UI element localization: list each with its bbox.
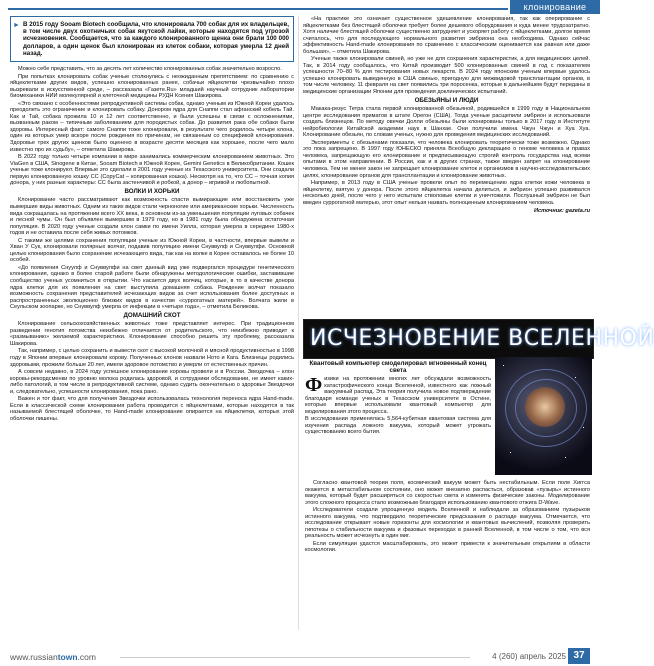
article-subtitle: Квантовый компьютер смоделировал мгновенный конец света: [309, 360, 487, 374]
paragraph: «До появления Снуулф и Снуввулфи на свет данный вид уже подвергался процедуре генетического клонирования, однако в более старой работе были обнаружены методологические ошибки, заставившие сообщество ученых усомниться в открытии. Что касается двух волчиц, которые, в то в качестве донора ядра клетки для их появления на свет выступила домашняя собака. Рождение волчат показало возможность сохранения представителей исчезающих видов за счет использования более доступных и распространенных эволюционно близких видов в качестве «суррогатных матерей». Волчата жили в Сеульском зоопарке, но Снуввулф умерла от инфекции в «четыре года», – отметила Беликова.: [10, 264, 294, 311]
lead-box: [10, 16, 294, 62]
paragraph: [305, 376, 491, 415]
source-credit: Источник: gazeta.ru: [533, 208, 590, 215]
top-header: [0, 0, 600, 14]
article-intro: [305, 360, 491, 478]
paragraph: При попытках клонировать собак ученые столкнулись с неожиданным препятствием: по сравнению с яйцеклетками других видов, успешно клонированных ранее, собачьи яйцеклетки чрезвычайно плохо вызревали в искусственной среде, – рассказала «Газете.Ru» младший научный сотрудник лаборатории биомеханики НИИ молекулярной и клеточной медицины РУДН Ксения Шакирова.: [10, 73, 294, 100]
page-number: 37: [568, 648, 590, 664]
paragraph: Исследователи создали упрощенную модель Вселенной и наблюдали за образованием пузырьков истинного вакуума, что подтвердило теоретические предсказания о распаде вакуума. Отмечается, что исследование открывает новые горизонты для космологии и квантовых вычислений, позволяя проверить гипотезы о стабильности вакуума и фазовых переходах в ранней Вселенной, в том числе о том, что вся реальность может исчезнуть в один миг.: [305, 507, 590, 540]
site-url: [10, 652, 96, 662]
paragraph: Важен и тот факт, что для получения Звездочки использовалась технология переноса ядра Hand-made. Если в классической схеме клонирования работа проводится с яйцеклетками, которые находятся в так называемой блестящей оболочке, то Hand-made клонирование опирается на яйцеклетки, которых этой оболочки лишены.: [10, 396, 294, 422]
star-shape: [583, 427, 584, 428]
article-banner: [303, 319, 654, 359]
site-url-suffix: .com: [77, 652, 96, 662]
site-url-prefix: www.russian: [10, 652, 58, 662]
paragraph: В 2022 году только четыре компании в мире занимались коммерческим клонированием животных. Это ViaGen в США, Sinogene в Китае, Sooam Biotech в Южной Корее, Gemini Genetics в Великобритании. Кошек ученые тоже клонируют. Впервые это сделали в 2001 году ученые из Техасского университета. Они создали первую клонированную кошку CC (CopyCat – копированная кошка). Несмотря на то, что CC – точная копия донора, у них разные характеры: CC была застенчивой и робкой, а донор – игривой и любопытной.: [10, 154, 294, 187]
subheading-wolves: ВОЛКИ И ХОРЬКИ: [124, 187, 180, 195]
cosmic-illustration: [495, 357, 592, 475]
header-rule: [8, 8, 508, 10]
star-shape: [510, 452, 511, 453]
paragraph: Клонирование сельскохозяйственных животных тоже представляет интерес. При традиционном разведении генотип потомства неизбежно отличается от родительского, что неизбежно приводит к «размыванию» желаемой характеристики. Клонирование способно решить эту проблему, рассказала Шакирова.: [10, 321, 294, 347]
page-footer: [0, 648, 600, 666]
paragraph: Согласно квантовой теории поля, космический вакуум может быть нестабильным. Если поле Хиггса окажется в метастабильном состоянии, оно может внезапно распасться, образовав «пузырь» истинного вакуума, который будет расширяться со скоростью света и изменять физические законы. Моделирование этого сложного процесса стало возможным благодаря использованию квантового отжига D-Wave.: [305, 480, 590, 506]
ring-shape: [515, 379, 577, 437]
column-divider: [298, 16, 299, 630]
paragraph: Если симуляции удастся масштабировать, это может привести к значительным открытиям в области космологии.: [305, 540, 590, 554]
arrow-icon: ►: [13, 22, 20, 29]
paragraph: Можно себе представить, что за десять лет количество клонированных собак значительно возросло.: [18, 66, 282, 73]
paragraph: А совсем недавно, в 2024 году успешное клонирование коровы провели и в России. Звездочка – клон коровы-рекордсменки по уровню молока родилась здоровой, и сотрудники обследовании, не имеет каких-либо патологий, в том числе в репродуктивной системе, однако судить окончательно о здоровье Звездочки и, следовательно, успешности клонирования, пока рано.: [10, 369, 294, 395]
star-shape: [575, 377, 576, 378]
article-body: [305, 480, 590, 630]
paragraph: Макака-резус Тетра стала первой клонированной обезьяной, родившейся в 1999 году в Национальном центре исследования приматов в штате Орегон (США). Тогда ученые расщепили эмбрион и использовали создать близнецов. По методу овечки Долли обезьяны были клонированы только в 2017 году в Институте нейробиологии Китайской академии наук в Шанхае. Они получили имена Чжун Чжун и Хуа Хуа. Клонирование обезьян, по словам ученых, нужно для проведения медицинских исследований.: [303, 106, 590, 139]
footer-rule: [120, 657, 470, 658]
section-label: клонирование: [510, 0, 600, 14]
lead-text: В 2015 году Sooam Biotech сообщила, что клонировала 700 собак для их владельцев, в том числе двух охотничьих собак якутской лайки, которые находятся под угрозой исчезновения. Сообщается, что за каждого клонированного щенка они брали 100 000 долларов, а один щенок был клонирован из клеток собаки, которая умерла 12 дней назад.: [23, 21, 289, 57]
star-shape: [565, 457, 566, 458]
paragraph: С такими же целями сохранения популяции ученые из Южной Кореи, в частности, впервые вывели и Хван У Сук, клонировали полярных волчат, подавив популяцию имени Снуввулф и Снуввулфи. Основной целью клонирования было сохранение исчезающего вида, так как на волке в Корее оставалось не более 10 особей.: [10, 237, 294, 264]
star-shape: [503, 365, 504, 366]
paragraph: Эксперименты с обезьянами показали, что человека клонировать теоретически тоже возможно. Однако это пока запрещено. В 1997 году ЮНЕСКО приняла Всеобщую декларацию о геноме человека и правах человека, запрещающую его клонирование и предписывающую строгий контроль государства над всеми опытами в этом направлении. В России, как и в других странах, также введен запрет на клонирование человека. Тем не менее закон не запрещает клонирование клеток и организмов в научно-исследовательских целях, клонирование органов для трансплантации и клонирование животных.: [303, 139, 590, 179]
paragraph: В исследовании применялась 5,564-кубитная квантовая система для изучения распада ложного вакуума, который может угрожать существованию всего бытия.: [305, 416, 491, 436]
paragraph: Так, например, с целью сохранить и вывести скот с высокой молочной и мясной продуктивностью в 1998 году в Японии впервые клонировали корову. Полученных клонов назвали Ното и Кага. Близнецы родились здоровыми, прожили больше 20 лет, имели здоровое потомство и умерли от естественных причин.: [10, 348, 294, 368]
paragraph-text: изики на протяжении многих лет обсуждали возможность катастрофического конца Вселенной, известного как ложный вакуумный распад. Эта теория получила новое подтверждение благодаря команде ученых в Техасском университете в Остине, которые впервые использовали квантовый компьютер для моделирования этого процесса.: [305, 376, 491, 415]
drop-cap: Ф: [305, 374, 323, 396]
paragraph: Клонирование часто рассматривают как возможность спасти вымирающие или восстановить уже вымершие виды животных. Одним из таких видов стали черноногие или американские хорьки. Численность вида сокращалась на протяжении всего XX века, в основном из-за уменьшения популяции луговых собачек и лесной чумы. Он был объявлен вымершим в 1979 году, но в 1981 году была обнаружена остаточная популяция. В 2020 году ученые создали клон самки по имени Уилла, которая умерла в середине 1980-х годов и не оставила после себя живых потомков.: [10, 197, 294, 237]
paragraph: «На практике это означает существенное удешевление клонирования, так как оперирование с яйцеклетками без блестящей оболочки требует более дешевого оборудования и куда менее трудозатратно. Хотя наличие блестящей оболочки существенно затрудняет и ускоряет работу с яйцеклетками, долгое время считалось, что для последующего нормального развития эмбриона она необходима. Однако сейчас эффективность Hand-made клонирования по сравнению с классическим оценивается как равная или даже большая», – отметила Шакирова.: [303, 16, 590, 55]
paragraph: «Это связано с особенностями репродуктивной системы собак, однако ученым из Южной Кореи удалось преодолеть это ограничение и клонировать собаку. Донором ядра для Снаппи стал афганский кобель Тай. Как и Тай, собака прожила 10 и 12 лет соответственно, и были успешны в связи с осложнениями, вызванным раком – типичным заболеванием для породистых собак. До развития рака обе собаки были здоровы. Интересный факт: самого Снаппи тоже клонировали, в результате чего родилось четыре клона, один из которых умер вскоре после рождения по причинам, не связанным со спецификой клонирования. Здоровье трех других щенков было оценено в возрасте десяти месяцев как хорошее, после чего мало известно про их судьбу», – отметила Шакирова.: [10, 100, 294, 153]
subheading-livestock: ДОМАШНИЙ СКОТ: [123, 311, 181, 319]
left-column: [10, 16, 294, 630]
paragraph: Ученые также клонировали свиней, но уже не для сохранения характеристик, а для медицинских целей. Так, в 2014 году сообщалось, что Китай производит 500 клонированных свиней в год с показателем успешности 70–80 % для тестирования новых лекарств. В 2024 году японским ученым впервые удалось успешно клонировать выведенную в США свинью, пригодную для межвидовой трансплантации органов, в том числе человеку. 11 февраля на свет появились три поросенка, которые в дальнейшем будут переданы в медицинские организации Японии для проведения доклинических испытаний.: [303, 56, 590, 96]
article-title: ИСЧЕЗНОВЕНИЕ ВСЕЛЕННОЙ: [310, 326, 654, 351]
subheading-monkeys: ОБЕЗЬЯНЫ И ЛЮДИ: [414, 96, 479, 104]
right-column: [303, 16, 590, 316]
issue-label: 4 (260) апрель 2025: [492, 652, 566, 661]
paragraph: Например, в 2013 году в США ученые провели опыт по перемещению ядра клетки кожи человека в яйцеклетку, взятую у донора. После этого яйцеклетка начала делиться, и эмбрион успешно развивался несколько дней, после чего у него испытали стволовые клетки и уничтожили. Послушный эмбрион не был введен суррогатной матерью, этот опыт нельзя назвать полноценным клонированием человека.: [303, 180, 590, 206]
site-url-bold: town: [57, 652, 78, 662]
